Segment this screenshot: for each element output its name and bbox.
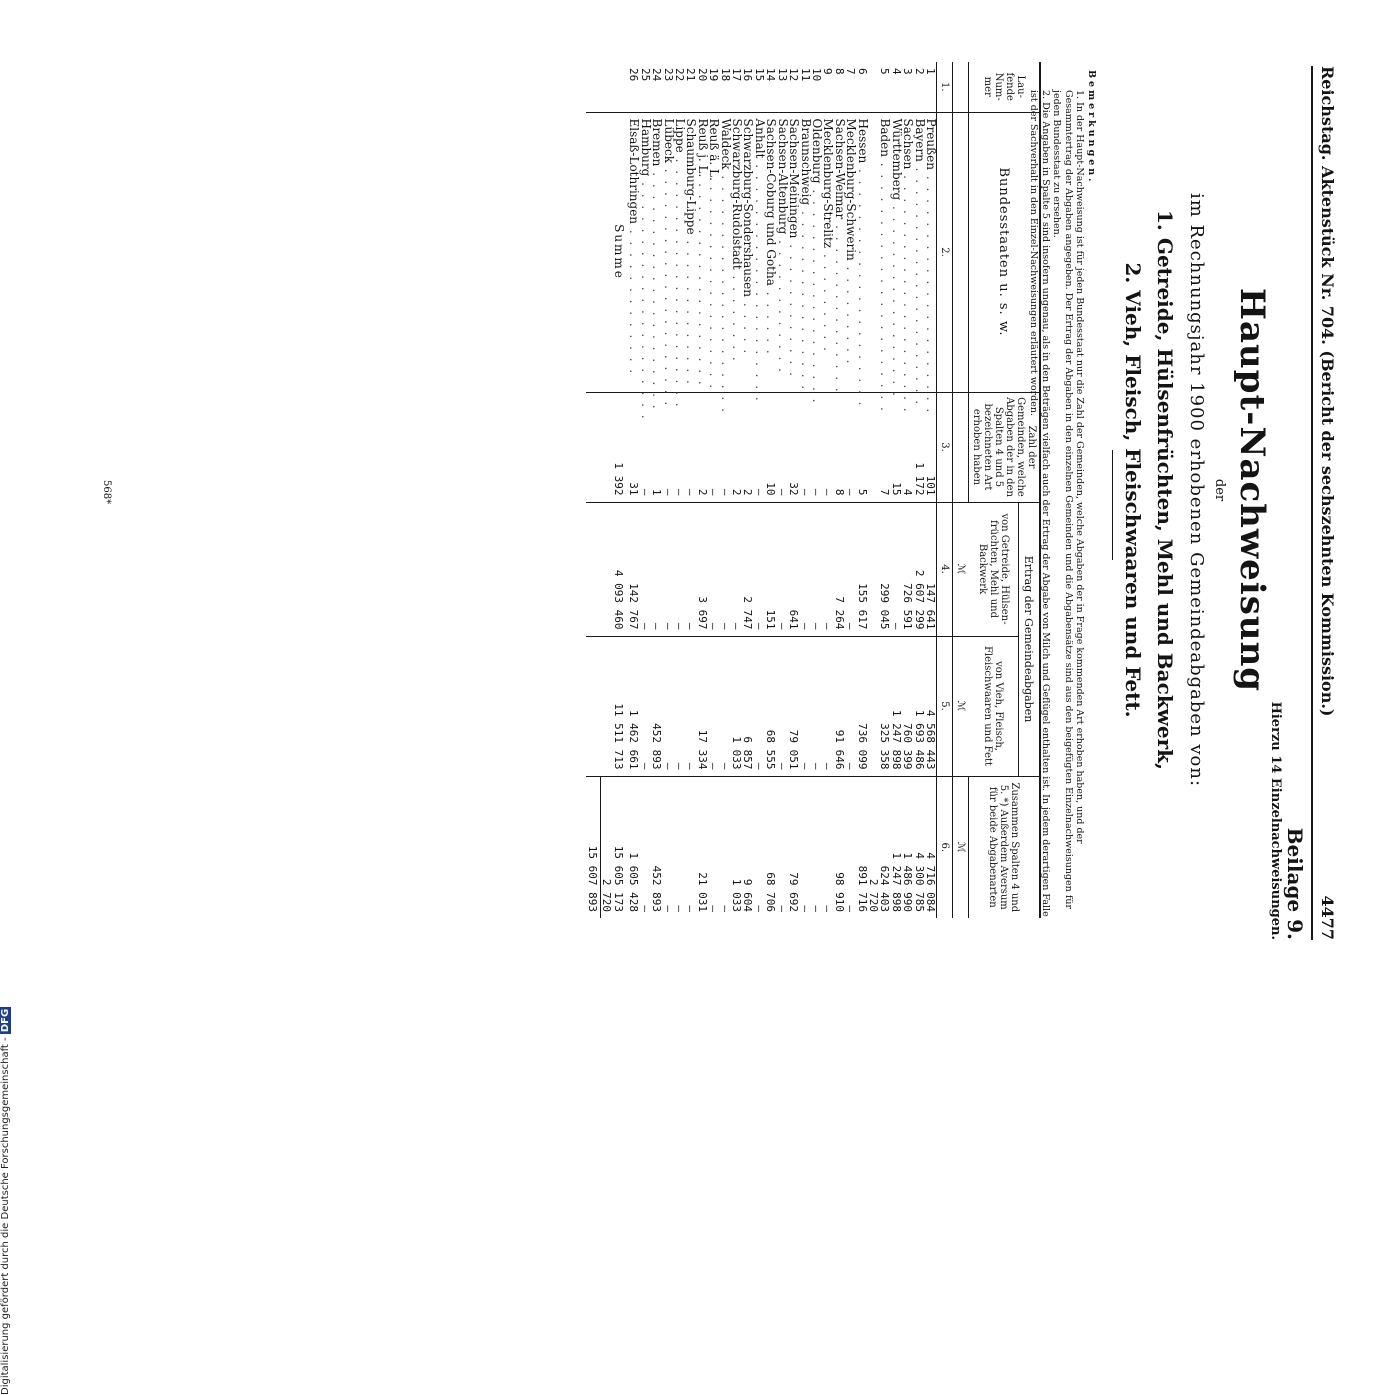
sum-grain: 4 093 460 xyxy=(613,502,628,636)
total-cell: — xyxy=(639,776,650,918)
remarks-heading: Bemerkungen. xyxy=(1086,70,1097,185)
meat-cell: 79 051 xyxy=(788,636,799,776)
grand-total-row xyxy=(586,62,601,918)
grain-cell: — xyxy=(662,502,673,636)
row-number: 24 xyxy=(650,68,664,82)
count-cell: 7 xyxy=(879,392,890,502)
state-name: Sachsen-Coburg und Gotha xyxy=(764,118,779,286)
leader-dots: . . . . . . . . . . . . . . . . . . . . . xyxy=(650,166,665,411)
row-number: 2 xyxy=(912,68,926,75)
count-cell xyxy=(868,392,879,502)
empty-cell xyxy=(586,392,601,502)
grain-cell: — xyxy=(822,502,833,636)
title-item-2: 2. Vieh, Fleisch, Fleischwaaren und Fett. xyxy=(1121,262,1145,718)
total-cell: — xyxy=(822,776,833,918)
total-cell: 624 403 xyxy=(879,776,890,918)
count-cell: 8 xyxy=(833,392,844,502)
title-line: im Rechnungsjahr 1900 erhobenen Gemeindeabgaben von: xyxy=(1186,192,1207,788)
leader-dots: . . . . . . . . . . . . . . . . . . xyxy=(707,180,722,391)
state-name: Württemberg xyxy=(889,118,904,201)
grain-cell: — xyxy=(890,502,901,636)
col-head-total: Zusammen Spalten 4 und 5. *) Außerdem Aversum für beide Abgabenarten xyxy=(969,776,1040,918)
total-cell: 68 706 xyxy=(765,776,776,918)
row-number: 16 xyxy=(741,68,755,82)
meat-cell: — xyxy=(708,636,719,776)
aversum-row xyxy=(600,62,613,918)
meat-cell: 452 893 xyxy=(651,636,662,776)
grain-cell: — xyxy=(754,502,765,636)
count-cell: 32 xyxy=(788,392,799,502)
table-row xyxy=(628,62,639,918)
meat-cell: 1 033 xyxy=(731,636,742,776)
row-number: 8 xyxy=(832,68,846,75)
meat-cell: 736 099 xyxy=(856,636,867,776)
grain-cell: — xyxy=(811,502,822,636)
row-number: 7 xyxy=(844,68,858,75)
row-number: 3 xyxy=(901,68,915,75)
grain-cell: — xyxy=(651,502,662,636)
count-cell: — xyxy=(674,392,685,502)
count-cell: — xyxy=(822,392,833,502)
sum-label: Summe xyxy=(613,112,628,392)
leader-dots: . . . . . . . . . . . . . . . . . . . . . xyxy=(924,170,938,415)
count-cell: 1 xyxy=(651,392,662,502)
row-number: 17 xyxy=(730,68,744,82)
row-number xyxy=(868,62,879,112)
grain-cell: — xyxy=(731,502,742,636)
col-num-5: 5. xyxy=(937,636,953,776)
row-number: 25 xyxy=(638,68,652,82)
row-number: 11 xyxy=(798,68,812,82)
meat-cell: 325 358 xyxy=(879,636,890,776)
grain-cell: 155 617 xyxy=(856,502,867,636)
grand-total: 15 607 893 xyxy=(586,776,601,918)
state-name: Lübeck xyxy=(661,118,676,163)
count-cell: 5 xyxy=(856,392,867,502)
page-stamp: 568* xyxy=(101,480,112,505)
empty-cell xyxy=(600,62,613,112)
count-cell: 101 xyxy=(925,392,937,502)
count-cell: 1 172 xyxy=(913,392,924,502)
state-name: Hessen xyxy=(855,118,870,164)
col-head-grain: von Getreide, Hülsen-früchten, Mehl und Backwerk xyxy=(969,502,1019,636)
sum-total: 15 605 173 xyxy=(613,776,628,918)
count-cell: — xyxy=(811,392,822,502)
state-name: Braunschweig xyxy=(798,118,813,206)
total-cell: 1 605 428 xyxy=(628,776,639,918)
title-item-1: 1. Getreide, Hülsenfrüchten, Mehl und Backwerk, xyxy=(1153,210,1177,770)
dfg-logo-icon: DFG xyxy=(0,1008,11,1033)
running-header: Reichstag. Aktenstück Nr. 704. (Bericht der sechszehnten Kommission.) xyxy=(1318,66,1337,717)
leader-dots: . . . . . . . . . . . . xyxy=(787,238,802,378)
empty-cell xyxy=(600,502,613,636)
count-cell: 15 xyxy=(890,392,901,502)
leader-dots: . . . . . . . . . . . . . . . . . . . . . xyxy=(718,169,733,414)
grain-cell: — xyxy=(799,502,810,636)
row-number: 10 xyxy=(809,68,823,82)
row-number: 14 xyxy=(764,68,778,82)
meat-cell: 91 646 xyxy=(833,636,844,776)
row-number: 26 xyxy=(627,68,641,82)
count-cell: — xyxy=(799,392,810,502)
total-cell: 4 300 785 xyxy=(913,776,924,918)
grain-cell: 151 xyxy=(765,502,776,636)
state-name: Sachsen-Meiningen xyxy=(787,118,802,239)
total-cell: 1 033 xyxy=(731,776,742,918)
total-cell: — xyxy=(754,776,765,918)
grain-cell: 2 607 299 xyxy=(913,502,924,636)
state-name: Baden xyxy=(878,118,893,157)
beilage-sub: Hierzu 14 Einzelnachweisungen. xyxy=(1268,701,1283,940)
leader-dots: . . . . . . . . . . . . . . . . . xyxy=(889,200,904,398)
empty-cell xyxy=(600,636,613,776)
state-name: Bremen xyxy=(650,118,665,167)
count-cell: 31 xyxy=(628,392,639,502)
meat-cell: 760 399 xyxy=(902,636,913,776)
state-cell xyxy=(627,112,642,392)
state-name: Mecklenburg-Schwerin xyxy=(844,118,859,261)
grain-cell: 142 767 xyxy=(628,502,639,636)
meat-cell: — xyxy=(754,636,765,776)
meat-cell: 1 462 661 xyxy=(628,636,639,776)
total-cell: 1 247 898 xyxy=(890,776,901,918)
state-name: Preußen xyxy=(924,118,938,170)
meat-cell: — xyxy=(776,636,787,776)
row-number: 15 xyxy=(752,68,766,82)
state-name: Lippe xyxy=(673,118,688,153)
grain-cell: 726 591 xyxy=(902,502,913,636)
total-cell: 2 720 xyxy=(868,776,879,918)
total-cell: 21 031 xyxy=(696,776,707,918)
meat-cell: — xyxy=(799,636,810,776)
grain-cell xyxy=(868,502,879,636)
table-top-rule xyxy=(1039,62,1041,918)
state-name: Schwarzburg-Rudolstadt xyxy=(730,118,745,270)
row-number: 4 xyxy=(889,68,903,75)
dfg-note xyxy=(0,995,11,1395)
title-rule xyxy=(1112,450,1113,560)
state-name: Bayern xyxy=(912,118,927,162)
col-head-state: Bundesstaaten u. s. w. xyxy=(969,112,1040,392)
col-head-count: Zahl der Gemeinden, welche Abgaben der in den Spalten 4 und 5 bezeichneten Art erhoben haben xyxy=(969,392,1040,502)
col-num-1: 1. xyxy=(937,62,953,112)
total-cell: 891 716 xyxy=(856,776,867,918)
meat-cell: — xyxy=(822,636,833,776)
table-row xyxy=(879,62,890,918)
empty-cell xyxy=(600,112,613,392)
meat-cell: — xyxy=(639,636,650,776)
sum-empty xyxy=(613,62,628,112)
col-num-6: 6. xyxy=(937,776,953,918)
empty-cell xyxy=(586,502,601,636)
main-table xyxy=(586,62,1039,918)
count-cell: 10 xyxy=(765,392,776,502)
state-name: Sachsen-Altenburg xyxy=(775,118,790,235)
leader-dots: . . . . . . . . . . . . . . . . . . . . . xyxy=(661,162,676,408)
dfg-text: Digitalisierung gefördert durch die Deutsche Forschungsgemeinschaft - xyxy=(0,1037,11,1395)
leader-dots: . . . . . . . . . . . . . . . . xyxy=(798,205,813,392)
state-name: Schwarzburg-Sondershausen xyxy=(741,118,756,297)
grain-cell: — xyxy=(708,502,719,636)
total-cell: 98 910 xyxy=(833,776,844,918)
total-cell: 1 486 990 xyxy=(902,776,913,918)
row-number: 12 xyxy=(787,68,801,82)
leader-dots: . . . . . . . . . . . . . . . . . . . . . xyxy=(752,158,767,403)
total-cell: — xyxy=(685,776,696,918)
row-number: 19 xyxy=(707,68,721,82)
aversum-value: 2 720 xyxy=(600,776,613,918)
total-cell: — xyxy=(719,776,730,918)
remark-2: 2. Die Angaben in Spalte 5 sind insofern ungenau, als in den Beträgen vielfach auch der Ertrag der Abgabe von Milch und Geflügel enthalten ist. In jedem derartigen Falle ist der Sachverhalt in den Einzel-Nachweisungen erläutert worden. xyxy=(1028,90,1051,917)
beilage-block xyxy=(1268,702,1307,940)
total-cell: 79 692 xyxy=(788,776,799,918)
state-name: Anhalt xyxy=(752,118,767,159)
leader-dots: . . . . . . . . . . . . . . . . . . . . . . xyxy=(673,152,688,409)
row-number: 5 xyxy=(878,68,892,75)
leader-dots: . . . . . xyxy=(741,297,756,356)
total-cell: 9 604 xyxy=(742,776,753,918)
total-cell: 452 893 xyxy=(651,776,662,918)
grain-cell: 7 264 xyxy=(833,502,844,636)
sum-row xyxy=(613,62,628,918)
row-number: 22 xyxy=(673,68,687,82)
empty-cell xyxy=(600,392,613,502)
total-cell: — xyxy=(845,776,856,918)
row-number: 13 xyxy=(775,68,789,82)
state-name: Oldenburg xyxy=(809,118,824,184)
leader-dots: . . . . . . . . . . . . . . . . . . . . . xyxy=(638,176,653,421)
meat-cell: 1 693 486 xyxy=(913,636,924,776)
count-cell: — xyxy=(776,392,787,502)
leader-dots: . . . . . . . . . xyxy=(821,248,836,353)
grain-cell: — xyxy=(685,502,696,636)
state-name: Elsaß-Lothringen xyxy=(627,118,642,225)
state-name: Reuß ä. L. xyxy=(707,118,722,181)
meat-cell xyxy=(868,636,879,776)
row-number: 6 xyxy=(855,68,869,75)
grain-cell: 147 641 xyxy=(925,502,937,636)
row-number: 20 xyxy=(695,68,709,82)
col-num-3: 3. xyxy=(937,392,953,502)
col-num-2: 2. xyxy=(937,112,953,392)
col-head-meat: von Vieh, Fleisch, Fleischwaaren und Fett xyxy=(969,636,1019,776)
state-cell xyxy=(878,112,893,413)
leader-dots: . . . . . . . . . . . . . xyxy=(627,224,642,376)
empty-cell xyxy=(586,636,601,776)
count-cell: 2 xyxy=(731,392,742,502)
count-cell: 2 xyxy=(696,392,707,502)
total-cell: — xyxy=(811,776,822,918)
grain-cell: 641 xyxy=(788,502,799,636)
grain-cell: 3 697 xyxy=(696,502,707,636)
grain-cell: — xyxy=(639,502,650,636)
meat-cell: — xyxy=(811,636,822,776)
total-cell: — xyxy=(776,776,787,918)
title-der: der xyxy=(1212,478,1227,502)
row-number: 21 xyxy=(684,68,698,82)
grain-cell: — xyxy=(776,502,787,636)
count-cell: — xyxy=(685,392,696,502)
total-cell: — xyxy=(799,776,810,918)
leader-dots: . . . . . . . . . xyxy=(844,260,859,366)
leader-dots: . . . . . . . . . . . . . . . . . . . . . . xyxy=(878,156,893,413)
col-head-group: Ertrag der Gemeindeabgaben xyxy=(1018,502,1039,776)
empty-cell xyxy=(586,62,601,112)
leader-dots: . . . . . . . . . . . . . . . . . . . . . xyxy=(855,163,870,408)
leader-dots: . . . . . . . . . . . . . . . xyxy=(832,219,847,394)
row-number: 1 xyxy=(924,68,937,75)
meat-cell: 6 857 xyxy=(742,636,753,776)
leader-dots: . . . . . . . . . . . . . . . . . . xyxy=(695,177,710,387)
count-cell: — xyxy=(639,392,650,502)
table-body xyxy=(586,62,937,918)
row-number: 9 xyxy=(821,68,835,75)
total-cell: — xyxy=(662,776,673,918)
document-title: Haupt-Nachweisung xyxy=(1232,287,1272,693)
unit-6: ℳ xyxy=(953,776,969,918)
total-cell: — xyxy=(674,776,685,918)
meat-cell: 1 247 898 xyxy=(890,636,901,776)
leader-dots: . . . . . . . . xyxy=(730,269,745,363)
meat-cell: 68 555 xyxy=(765,636,776,776)
count-cell: — xyxy=(754,392,765,502)
count-cell: — xyxy=(719,392,730,502)
row-number: 23 xyxy=(661,68,675,82)
leader-dots: . . . . . . . . . . . . . . . . . . . xyxy=(809,183,824,405)
count-cell: — xyxy=(662,392,673,502)
grain-cell: — xyxy=(719,502,730,636)
total-cell: 4 716 084 xyxy=(925,776,937,918)
state-name: Reuß j. L. xyxy=(695,118,710,178)
meat-cell: 4 568 443 xyxy=(925,636,937,776)
beilage-label: Beilage 9. xyxy=(1283,827,1307,940)
leader-dots: . . . . . . . . . . . . xyxy=(775,234,790,374)
meat-cell: — xyxy=(719,636,730,776)
count-cell: 4 xyxy=(902,392,913,502)
sum-meat: 11 511 713 xyxy=(613,636,628,776)
unit-5: ℳ xyxy=(953,636,969,776)
meat-cell: — xyxy=(662,636,673,776)
state-name: Hamburg xyxy=(638,118,653,177)
meat-cell: 17 334 xyxy=(696,636,707,776)
leader-dots: . . . . . . . . . . . . . xyxy=(684,234,699,386)
state-name: Sachsen-Weimar xyxy=(832,118,847,220)
grain-cell: 299 045 xyxy=(879,502,890,636)
state-name: Waldeck xyxy=(718,118,733,170)
count-cell: — xyxy=(845,392,856,502)
sum-count: 1 392 xyxy=(613,392,628,502)
count-cell: — xyxy=(708,392,719,502)
col-num-4: 4. xyxy=(937,502,953,636)
header-rule xyxy=(1311,66,1313,940)
col-head-nr: Lau-fende Num-mer xyxy=(969,62,1040,112)
row-number: 18 xyxy=(718,68,732,82)
meat-cell: — xyxy=(845,636,856,776)
leader-dots: . . . . . . xyxy=(764,285,779,356)
state-name: Sachsen xyxy=(901,118,916,170)
meat-cell: — xyxy=(674,636,685,776)
grain-cell: — xyxy=(845,502,856,636)
count-cell: 2 xyxy=(742,392,753,502)
leader-dots: . . . . . . . . . . . . . . . . . . . . . xyxy=(912,161,927,407)
state-name: Mecklenburg-Strelitz xyxy=(821,118,836,249)
empty-cell xyxy=(586,112,601,392)
page-number: 4477 xyxy=(1318,895,1337,940)
grain-cell: — xyxy=(674,502,685,636)
unit-4: ℳ xyxy=(953,502,969,636)
meat-cell: — xyxy=(685,636,696,776)
leader-dots: . . . . . . . . . . . . . . . . . . . . . xyxy=(901,169,916,414)
grain-cell: 2 747 xyxy=(742,502,753,636)
state-name: Schaumburg-Lippe xyxy=(684,118,699,235)
remark-1: 1. In der Haupt-Nachweisung ist für jeden Bundesstaat nur die Zahl der Gemeinden, welche Abgaben der in Frage kommenden Art erhoben haben, und der Gesammtertrag der Abgaben angegeben. Der Ertrag der Abgaben in den einzelnen Gemeinden und die Abgabensätze sind aus den beigefügten Einzelnachweisungen für jeden Bundesstaat zu ersehen. xyxy=(1051,90,1086,909)
total-cell: — xyxy=(708,776,719,918)
